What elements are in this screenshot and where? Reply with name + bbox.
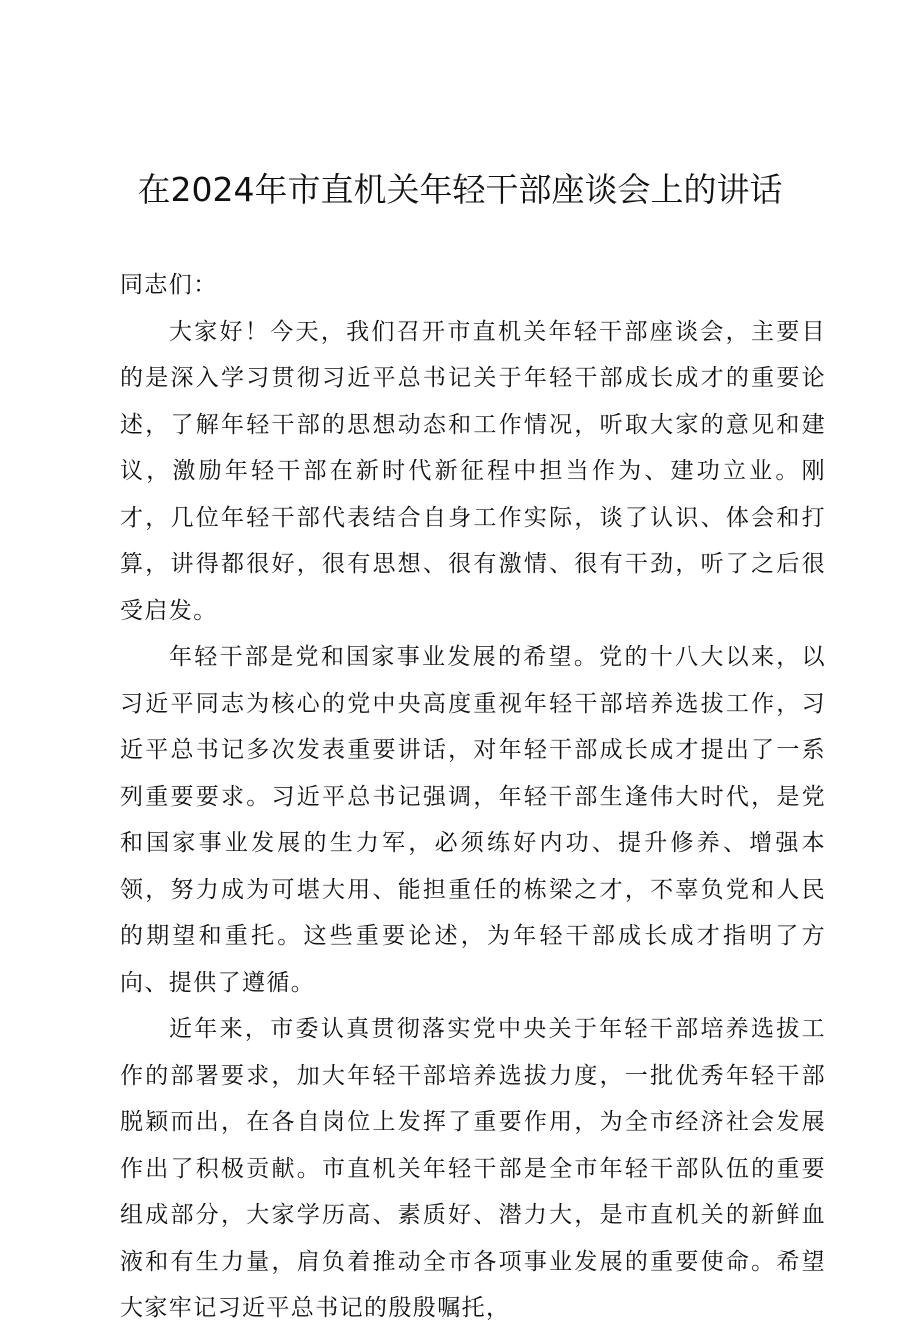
document-title: 在2024年市直机关年轻干部座谈会上的讲话 bbox=[137, 170, 783, 209]
paragraph-2: 年轻干部是党和国家事业发展的希望。党的十八大以来，以习近平同志为核心的党中央高度重视年轻干部培养选拔工作，习近平总书记多次发表重要讲话，对年轻干部成长成才提出了一系列重要要求。习近平总书记强调，年轻干部生逢伟大时代，是党和国家事业发展的生力军，必须练好内功、提升修养、增强本领，努力成为可堪大用、能担重任的栋梁之才，不辜负党和人民的期望和重托。这些重要论述，为年轻干部成长成才指明了方向、提供了遵循。 bbox=[120, 644, 826, 996]
document-body bbox=[120, 262, 826, 1332]
paragraph-1: 大家好！今天，我们召开市直机关年轻干部座谈会，主要目的是深入学习贯彻习近平总书记关于年轻干部成长成才的重要论述，了解年轻干部的思想动态和工作情况，听取大家的意见和建议，激励年轻干部在新时代新征程中担当作为、建功立业。刚才，几位年轻干部代表结合自身工作实际，谈了认识、体会和打算，讲得都很好，很有思想、很有激情、很有干劲，听了之后很受启发。 bbox=[120, 318, 826, 624]
salutation: 同志们： bbox=[120, 272, 218, 298]
paragraph-3: 近年来，市委认真贯彻落实党中央关于年轻干部培养选拔工作的部署要求，加大年轻干部培养选拔力度，一批优秀年轻干部脱颖而出，在各自岗位上发挥了重要作用，为全市经济社会发展作出了积极贡献。市直机关年轻干部是全市年轻干部队伍的重要组成部分，大家学历高、素质好、潜力大，是市直机关的新鲜血液和有生力量，肩负着推动全市各项事业发展的重要使命。希望大家牢记习近平总书记的殷殷嘱托， bbox=[120, 1016, 826, 1321]
